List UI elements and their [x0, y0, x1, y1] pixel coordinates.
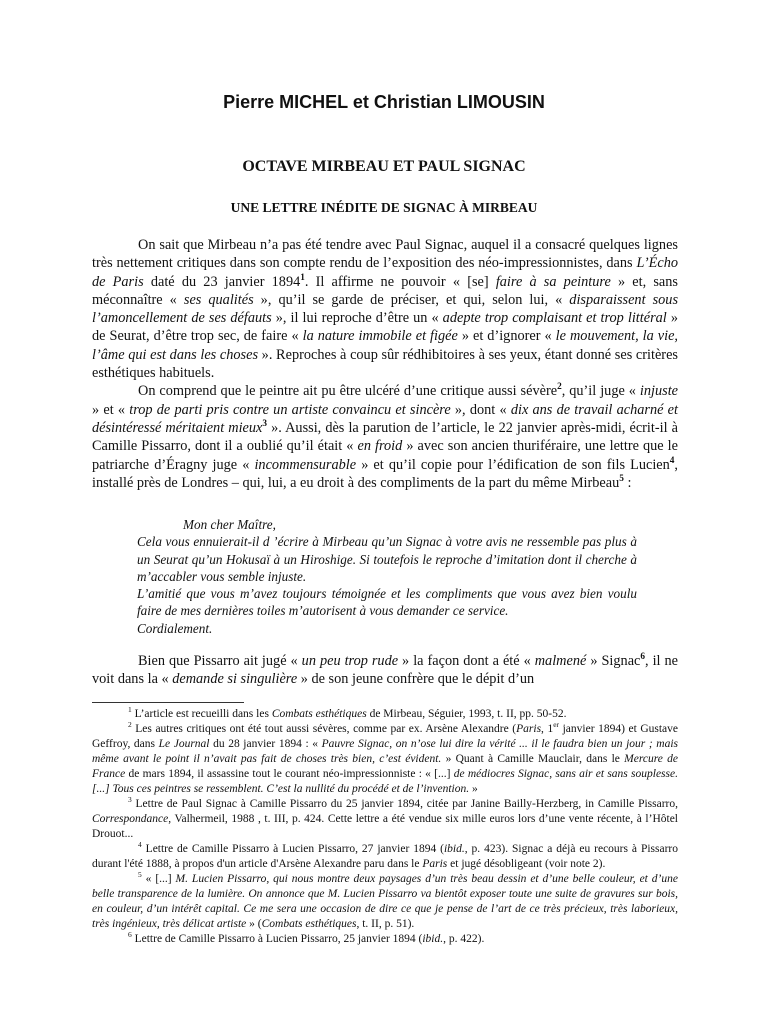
footnote-4 — [92, 842, 678, 872]
authors-heading: Pierre MICHEL et Christian LIMOUSIN — [223, 92, 545, 112]
text-span: » ( — [246, 918, 262, 930]
text-italic: L’Écho de Paris — [92, 255, 678, 290]
text-italic: disparaissent sous l’amoncellement de ses défauts — [92, 291, 679, 327]
text-span: de mars 1894, il assassine tout le courant néo-impressionniste : « [...] — [125, 768, 454, 780]
text-italic: incommensurable — [254, 456, 357, 473]
text-span: , il ne voit dans la « — [92, 653, 679, 688]
text-span: ». Aussi, dès la parution de l’article, le 22 janvier après-midi, écrit-il à Camille Pissarro, dont il a oublié qu’il était « — [92, 419, 678, 455]
text-span: de Mirbeau, Séguier, 1993, t. II, pp. 50-52. — [366, 708, 567, 720]
text-span: daté du 23 janvier 1894 — [143, 273, 301, 290]
letter-paragraph-2: L’amitié que vous m’avez toujours témoignée et les compliments que vous avez bien voulu faire de mes dernières toiles m’autorisent à vous demander ce service. — [137, 586, 637, 619]
text-span: , p. 422). — [443, 933, 485, 945]
footnote-ref-4[interactable]: 4 — [669, 455, 675, 466]
text-italic: adepte trop complaisant et trop littéral — [442, 310, 667, 327]
text-span: : — [623, 474, 632, 491]
text-span: Lettre de Paul Signac à Camille Pissarro du 25 janvier 1894, citée par Janine Bailly-Herzberg, in Camille Pissarro, — [131, 798, 678, 810]
footnote-number: 1 — [128, 705, 132, 715]
text-span: Lettre de Camille Pissarro à Lucien Pissarro, 27 janvier 1894 ( — [141, 843, 444, 855]
text-span: « [...] — [141, 873, 176, 885]
footnote-ref-2[interactable]: 2 — [557, 382, 562, 393]
text-italic: Correspondance — [92, 813, 169, 825]
text-italic: dix ans de travail acharné et désintéressé méritaient mieux — [92, 401, 679, 436]
ordinal-suffix: er — [553, 720, 560, 730]
text-span: . Il affirme ne pouvoir « [se] — [304, 273, 496, 290]
text-italic: malmené — [534, 653, 587, 669]
text-span: , installé près de Londres – qui, lui, a eu droit à des compliments de la part du même Mirbeau — [92, 456, 678, 491]
text-span: », qu’il se garde de préciser, et qui, selon lui, « — [253, 291, 570, 308]
text-span: On comprend que le peintre ait pu être ulcéré d’une critique aussi sévère — [138, 383, 558, 400]
text-span: » et, sans méconnaître « — [92, 273, 678, 308]
text-span: Bien que Pissarro ait jugé « — [138, 653, 302, 669]
text-span: » et d’ignorer « — [457, 328, 556, 345]
footnote-3 — [92, 797, 678, 842]
text-span: , Valhermeil, 1988 , t. III, p. 424. Cette lettre a été vendue six mille euros lors d’une vente récente, à l’Hôtel Drouot... — [92, 813, 678, 840]
footnote-number: 4 — [138, 840, 142, 850]
text-italic: la nature immobile et figée — [302, 328, 458, 345]
letter-closing: Cordialement. — [137, 620, 213, 636]
text-span: , p. 423). Signac a déjà eu recours à Pissarro durant l'été 1888, à propos d'un article d'Arsène Alexandre paru dans le — [92, 843, 678, 870]
text-italic: demande si singulière — [172, 671, 298, 688]
footnote-divider — [92, 702, 244, 703]
footnote-number: 6 — [128, 930, 132, 940]
paragraph-1 — [92, 236, 678, 382]
footnote-number: 3 — [128, 795, 132, 805]
text-italic: un peu trop rude — [301, 653, 399, 669]
text-italic: Paris — [516, 723, 542, 735]
text-span: » et « — [92, 401, 130, 418]
text-span: » de Seurat, d’être trop sec, de faire « — [92, 310, 678, 345]
body-text — [92, 236, 678, 492]
text-italic: ses qualités — [183, 291, 254, 308]
text-span: du 28 janvier 1894 : « — [209, 738, 322, 750]
footnotes — [92, 707, 678, 947]
footnote-ref-1[interactable]: 1 — [300, 272, 305, 283]
text-span: ». Reproches à coup sûr rédhibitoires à ses yeux, étant donné ses critères esthétiques habituels. — [92, 346, 678, 382]
footnote-ref-6[interactable]: 6 — [640, 652, 646, 663]
text-span: » la façon dont a été « — [398, 653, 535, 669]
text-span: , qu’il juge « — [561, 383, 640, 400]
text-italic: Combats esthétiques — [261, 918, 357, 930]
footnote-2 — [92, 722, 678, 797]
text-italic: Mercure de France — [92, 753, 679, 780]
text-span: » et qu’il copie pour l’édification de son fils Lucien — [356, 456, 670, 473]
text-span: et jugé désobligeant (voir note 2). — [447, 858, 606, 870]
text-span: , 1 — [541, 723, 554, 735]
footnote-number: 5 — [138, 870, 142, 880]
text-italic: M. Lucien Pissarro, qui nous montre deux paysages d’un très beau dessin et d’une belle couleur, et d’une belle transparence de la lumière. On annonce que M. Lucien Pissarro va bientôt exposer toute une suite de gravures sur bois, en couleur, d’un intérêt capital. Ce me sera une occasion de dire ce que je pense de l’art de ce très précieux, très laborieux, très ingénieux, très délicat artiste — [92, 873, 678, 930]
text-span: » — [469, 783, 478, 795]
footnote-ref-3[interactable]: 3 — [262, 419, 268, 430]
text-italic: ibid. — [443, 843, 465, 855]
text-span: , t. II, p. 51). — [356, 918, 415, 930]
letter-paragraph-1: Cela vous ennuierait-il d ’écrire à Mirbeau qu’un Signac à votre avis ne ressemble pas plus à un Seurat qu’un Hokusaï à un Hiroshige. Si toutefois le reproche d’imitation dont il cherche à m’accabler vous semble injuste. — [137, 534, 637, 584]
text-span: » de son jeune confrère que le dépit d’un — [297, 671, 535, 688]
text-span: » Quant à Camille Mauclair, dans le — [441, 753, 625, 765]
text-italic: de médiocres Signac, sans air et sans souplesse. [...] Tous ces peintres se ressemblent. C’est la nullité du procédé et de l’invention. — [92, 768, 678, 795]
article-subtitle: UNE LETTRE INÉDITE DE SIGNAC À MIRBEAU — [230, 200, 538, 215]
text-italic: trop de parti pris contre un artiste convaincu et sincère — [129, 401, 451, 418]
text-span: Les autres critiques ont été tout aussi sévères, comme par ex. Arsène Alexandre ( — [131, 723, 517, 735]
footnote-ref-5[interactable]: 5 — [619, 474, 624, 485]
text-span: janvier 1894) et Gustave Geffroy, dans — [92, 723, 678, 750]
text-span: » avec son ancien thuriféraire, une lettre que le patriarche d’Éragny juge « — [92, 438, 679, 473]
text-italic: faire à sa peinture — [495, 273, 611, 290]
paragraph-2 — [92, 382, 678, 492]
article-title: OCTAVE MIRBEAU ET PAUL SIGNAC — [242, 158, 526, 175]
text-italic: ibid. — [422, 933, 444, 945]
text-italic: injuste — [639, 383, 679, 400]
text-span: L’article est recueilli dans les — [131, 708, 272, 720]
text-span: », il lui reproche d’être un « — [271, 310, 443, 327]
text-italic: Combats esthétiques — [271, 708, 367, 720]
text-italic: Le Journal — [158, 738, 210, 750]
text-italic: en froid — [357, 438, 403, 455]
letter-salutation: Mon cher Maître, — [183, 517, 276, 532]
footnote-1 — [92, 707, 678, 722]
paragraph-3 — [92, 652, 678, 689]
text-italic: Paris — [422, 858, 448, 870]
text-italic: le mouvement, la vie, l’âme qui est dans les choses — [92, 328, 679, 363]
text-span: Lettre de Camille Pissarro à Lucien Pissarro, 25 janvier 1894 ( — [131, 933, 423, 945]
text-span: », dont « — [450, 401, 511, 418]
footnote-number: 2 — [128, 720, 132, 730]
footnote-6 — [92, 932, 678, 947]
text-span: On sait que Mirbeau n’a pas été tendre avec Paul Signac, auquel il a consacré quelques lignes très nettement critiques dans son compte rendu de l’exposition des néo-impressionnistes, dans — [92, 237, 678, 272]
footnote-5 — [92, 872, 678, 932]
quoted-letter — [137, 516, 637, 637]
text-italic: Pauvre Signac, on n’ose lui dire la vérité ... il le faudra bien un jour ; mais même avant le point il n’avait pas fait de choses très bien, c’est évident. — [92, 738, 678, 765]
text-span: » Signac — [586, 653, 641, 669]
body-text-continued — [92, 652, 678, 689]
